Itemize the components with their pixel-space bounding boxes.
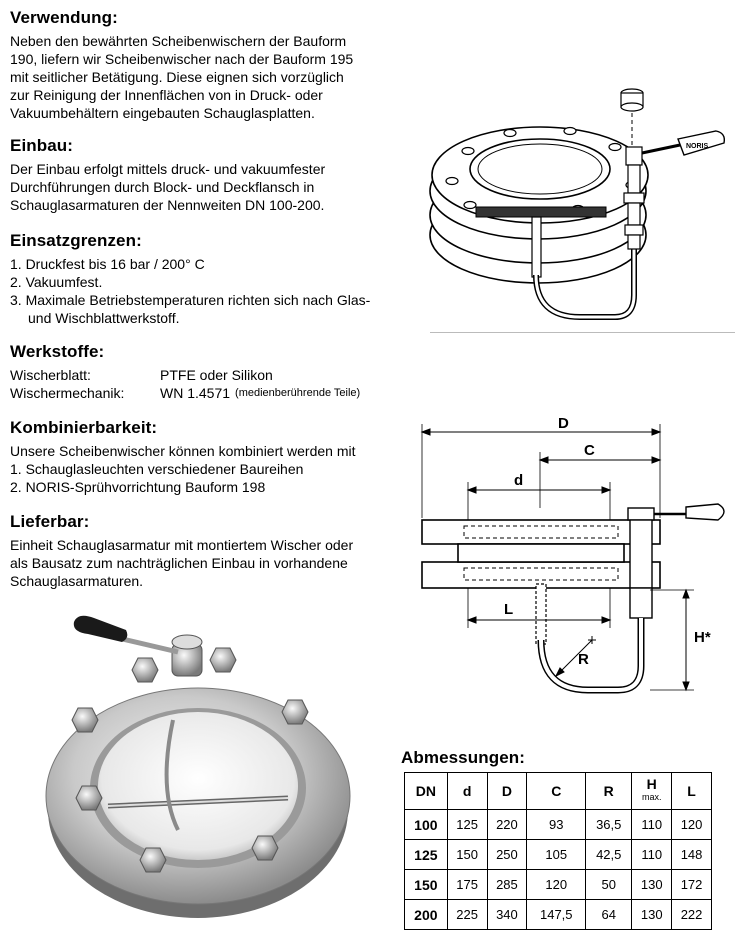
table-cell: 120 (672, 810, 712, 840)
table-cell: 120 (527, 870, 586, 900)
dim-label-H: H* (694, 629, 711, 646)
table-cell: 125 (447, 810, 487, 840)
table-cell: 225 (447, 900, 487, 930)
table-title: Abmessungen: (401, 748, 525, 767)
table-cell: 150 (447, 840, 487, 870)
table-cell: 64 (586, 900, 632, 930)
table-header-row (405, 773, 712, 810)
sight-glass-wiper-drawing (420, 85, 738, 333)
glass-opening (470, 139, 610, 199)
actuator-head (626, 147, 642, 165)
text-line: Schauglasarmaturen. (10, 573, 144, 589)
material-value: WN 1.4571 (160, 385, 231, 401)
section-title: Einbau: (10, 136, 74, 155)
table-cell: 250 (487, 840, 527, 870)
table-cell: 148 (672, 840, 712, 870)
section-title: Kombinierbarkeit: (10, 418, 158, 437)
text-line: Unsere Scheibenwischer können kombiniert werden mit (10, 443, 356, 459)
section-einbau (10, 136, 400, 214)
list-item: 1. Druckfest bis 16 bar / 200° C (10, 256, 205, 272)
table-cell: 125 (405, 840, 448, 870)
section-werkstoffe (10, 342, 400, 403)
dim-label-D: D (558, 415, 569, 432)
wiper-shaft (532, 217, 541, 277)
top-flange-section (422, 520, 660, 544)
dimension-drawing (418, 408, 734, 700)
section-title: Werkstoffe: (10, 342, 105, 361)
table-cell: 110 (632, 810, 672, 840)
text-line: Schauglasarmaturen der Nennweiten DN 100-200. (10, 197, 325, 213)
table-cell: 50 (586, 870, 632, 900)
material-note: (medienberührende Teile) (235, 387, 361, 399)
section-lieferbar (10, 512, 400, 590)
table-row (405, 840, 712, 870)
divider (430, 332, 735, 333)
table-cell: 147,5 (527, 900, 586, 930)
column-header: C (527, 773, 586, 810)
section-verwendung (10, 8, 400, 122)
table-cell: 285 (487, 870, 527, 900)
text-line: 2. NORIS-Sprühvorrichtung Bauform 198 (10, 479, 266, 495)
table-cell: 150 (405, 870, 448, 900)
dimensions-table (404, 772, 712, 930)
text-line: zur Reinigung der Innenflächen von in Druck- oder (10, 87, 323, 103)
limits-list (10, 255, 400, 327)
sight-glass-photo (38, 600, 356, 930)
table-row (405, 810, 712, 840)
column-header: d (447, 773, 487, 810)
table-cell: 105 (527, 840, 586, 870)
section-kombinierbarkeit (10, 418, 400, 496)
table-cell: 222 (672, 900, 712, 930)
text-line: Der Einbau erfolgt mittels druck- und vakuumfester (10, 161, 326, 177)
dim-label-C: C (584, 442, 595, 459)
column-header-sub: max. (641, 792, 662, 802)
brand-label: NORIS (686, 143, 709, 150)
table-cell: 42,5 (586, 840, 632, 870)
table-row (405, 870, 712, 900)
table-cell: 130 (632, 900, 672, 930)
table-cell: 110 (632, 840, 672, 870)
column-header: D (487, 773, 527, 810)
section-einsatzgrenzen (10, 231, 400, 327)
material-key: Wischermechanik: (10, 385, 125, 401)
column-header: H (646, 776, 657, 792)
list-item: 2. Vakuumfest. (10, 274, 103, 290)
text-line: mit seitlicher Betätigung. Diese eignen sich vorzüglich (10, 69, 344, 85)
dim-label-R: R (578, 651, 589, 668)
text-line: Vakuumbehältern eingebauten Schauglasplatten. (10, 105, 315, 121)
table-cell: 220 (487, 810, 527, 840)
lever-handle (686, 504, 724, 520)
table-row (405, 900, 712, 930)
table-cell: 340 (487, 900, 527, 930)
table-cell: 130 (632, 870, 672, 900)
material-row (10, 366, 400, 384)
table-cell: 100 (405, 810, 448, 840)
wiper-blade (476, 207, 606, 217)
table-cell: 200 (405, 900, 448, 930)
column-header-h (632, 773, 672, 810)
text-line: Durchführungen durch Block- und Deckflansch in (10, 179, 315, 195)
text-line: 190, liefern wir Scheibenwischer nach der Bauform 195 (10, 51, 354, 67)
black-lever-grip (74, 616, 128, 642)
dim-label-d: d (514, 472, 524, 489)
text-line: 1. Schauglasleuchten verschiedener Baureihen (10, 461, 304, 477)
text-line: Neben den bewährten Scheibenwischern der Bauform (10, 33, 347, 49)
section-title: Lieferbar: (10, 512, 90, 531)
material-row (10, 384, 400, 403)
table-cell: 36,5 (586, 810, 632, 840)
list-item: 3. Maximale Betriebstemperaturen richten sich nach Glas- und Wischblattwerkstoff. (10, 292, 371, 326)
section-title: Einsatzgrenzen: (10, 231, 142, 250)
text-line: Einheit Schauglasarmatur mit montiertem Wischer oder (10, 537, 354, 553)
section-title: Verwendung: (10, 8, 118, 27)
column-header: DN (405, 773, 448, 810)
column-header: R (586, 773, 632, 810)
table-cell: 172 (672, 870, 712, 900)
lower-fitting (630, 588, 652, 618)
material-value: PTFE oder Silikon (160, 367, 273, 383)
dim-label-L: L (504, 601, 514, 618)
table-cell: 93 (527, 810, 586, 840)
table-cell: 175 (447, 870, 487, 900)
text-line: als Bausatz zum nachträglichen Einbau in vorhandene (10, 555, 348, 571)
column-header: L (672, 773, 712, 810)
material-key: Wischerblatt: (10, 367, 91, 383)
